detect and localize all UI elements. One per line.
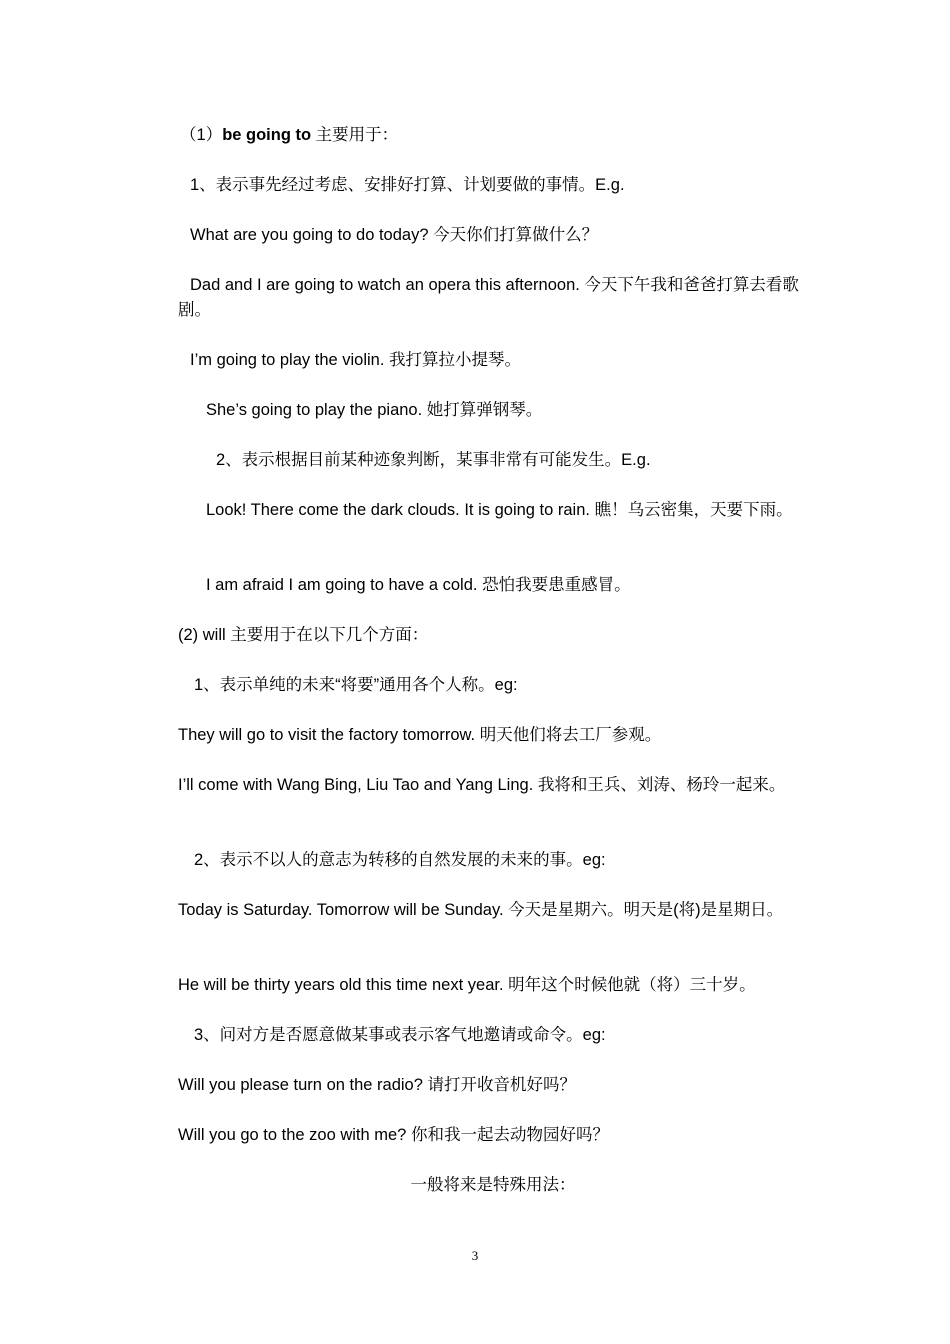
example-line: They will go to visit the factory tomorrow. 明天他们将去工厂参观。 [178, 726, 662, 744]
usage-2-3: 3、问对方是否愿意做某事或表示客气地邀请或命令。eg: [194, 1026, 606, 1044]
section-1-heading [180, 123, 810, 148]
example-line: I am afraid I am going to have a cold. 恐怕我要患重感冒。 [206, 576, 631, 594]
example-line: I’m going to play the violin. 我打算拉小提琴。 [190, 351, 522, 369]
example-line: Look! There come the dark clouds. It is going to rain. 瞧！乌云密集，天要下雨。 [206, 501, 793, 519]
example-line: What are you going to do today? 今天你们打算做什么？ [190, 226, 599, 244]
section-2-heading: (2) will 主要用于在以下几个方面： [178, 626, 429, 644]
example-line: Will you go to the zoo with me? 你和我一起去动物园好吗？ [178, 1126, 609, 1144]
usage-2-1: 1、表示单纯的未来“将要”通用各个人称。eg: [194, 676, 518, 694]
example-line: Today is Saturday. Tomorrow will be Sunday. 今天是星期六。明天是(将)是星期日。 [178, 901, 784, 919]
example-line: She’s going to play the piano. 她打算弹钢琴。 [206, 401, 543, 419]
special-usage-heading: 一般将来是特殊用法： [410, 1176, 576, 1194]
example-line: He will be thirty years old this time next year. 明年这个时候他就（将）三十岁。 [178, 976, 756, 994]
example-line: Dad and I are going to watch an opera this afternoon. 今天下午我和爸爸打算去看歌剧。 [178, 276, 799, 319]
example-line: I’ll come with Wang Bing, Liu Tao and Yang Ling. 我将和王兵、刘涛、杨玲一起来。 [178, 776, 786, 794]
page-number: 3 [471, 1248, 479, 1263]
example-line: Will you please turn on the radio? 请打开收音机好吗？ [178, 1076, 576, 1094]
section-1-suffix: 主要用于： [311, 126, 399, 144]
section-1-keyword: be going to [222, 126, 312, 144]
usage-1-2: 2、表示根据目前某种迹象判断，某事非常有可能发生。E.g. [216, 451, 651, 469]
section-1-number: （1） [180, 126, 223, 144]
usage-1-1: 1、表示事先经过考虑、安排好打算、计划要做的事情。E.g. [190, 176, 625, 194]
usage-2-2: 2、表示不以人的意志为转移的自然发展的未来的事。eg: [194, 851, 606, 869]
